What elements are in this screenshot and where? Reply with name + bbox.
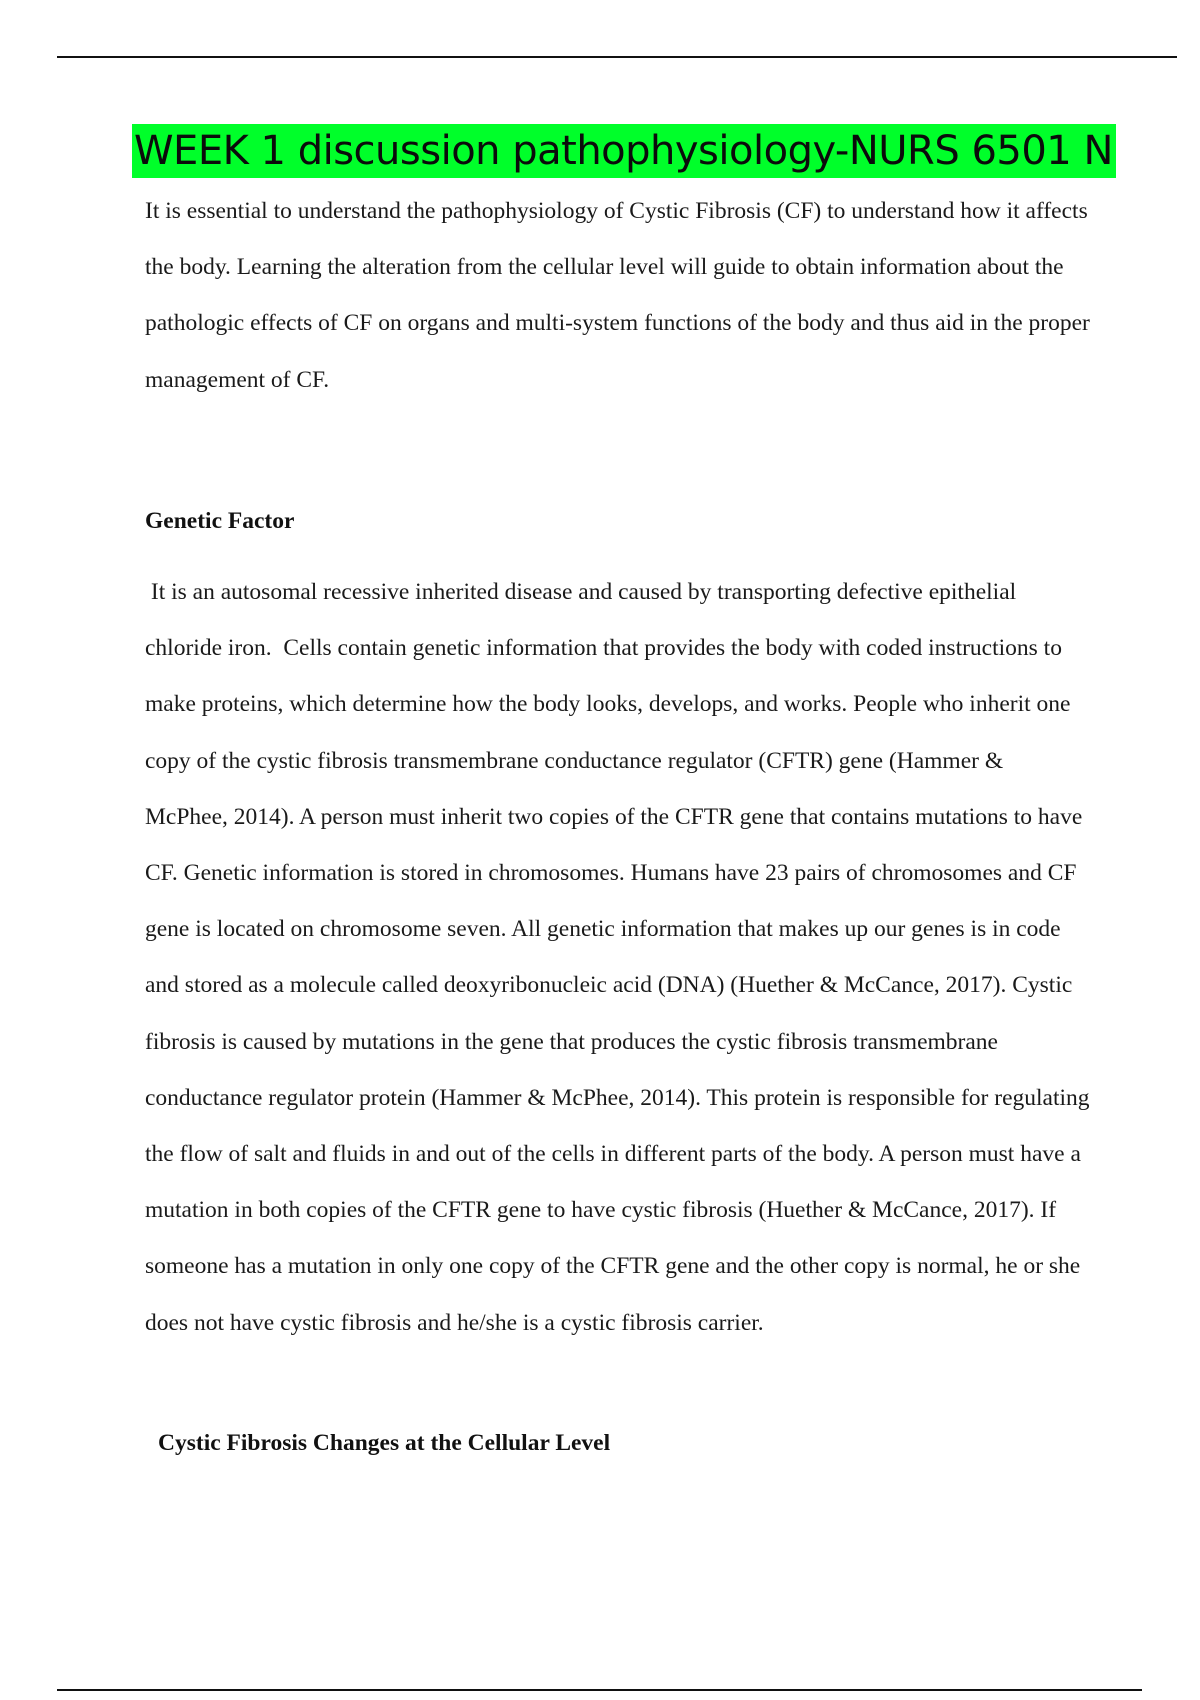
genetic-factor-paragraph: It is an autosomal recessive inherited disease and caused by transporting defective epithelial chloride iron. Cells contain genetic information that provides the body with coded instructions to make proteins, which determine how the body looks, develops, and works. People who inherit one copy of the cystic fibrosis transmembrane conductance regulator (CFTR) gene (Hammer & McPhee, 2014). A person must inherit two copies of the CFTR gene that contains mutations to have CF. Genetic information is stored in chromosomes. Humans have 23 pairs of chromosomes and CF gene is located on chromosome seven. All genetic information that makes up our genes is in code and stored as a molecule called deoxyribonucleic acid (DNA) (Huether & McCance, 2017). Cystic fibrosis is caused by mutations in the gene that produces the cystic fibrosis transmembrane conductance regulator protein (Hammer & McPhee, 2014). This protein is responsible for regulating the flow of salt and fluids in and out of the cells in different parts of the body. A person must have a mutation in both copies of the CFTR gene to have cystic fibrosis (Huether & McCance, 2017). If someone has a mutation in only one copy of the CFTR gene and the other copy is normal, he or she does not have cystic fibrosis and he/she is a cystic fibrosis carrier.	[145, 579, 1096, 1336]
intro-paragraph: It is essential to understand the pathophysiology of Cystic Fibrosis (CF) to understand how it affects the body. Learning the alteration from the cellular level will guide to obtain information about the pathologic effects of CF on organs and multi-system functions of the body and thus aid in the proper management of CF.	[145, 198, 1090, 393]
document-title: WEEK 1 discussion pathophysiology-NURS 6501 N	[132, 124, 1116, 178]
bottom-rule	[57, 1689, 1142, 1691]
top-rule	[57, 56, 1177, 58]
section-heading-genetic-factor: Genetic Factor	[145, 508, 295, 534]
title-block	[132, 124, 1116, 178]
section-heading-cellular-level: Cystic Fibrosis Changes at the Cellular Level	[158, 1430, 611, 1456]
